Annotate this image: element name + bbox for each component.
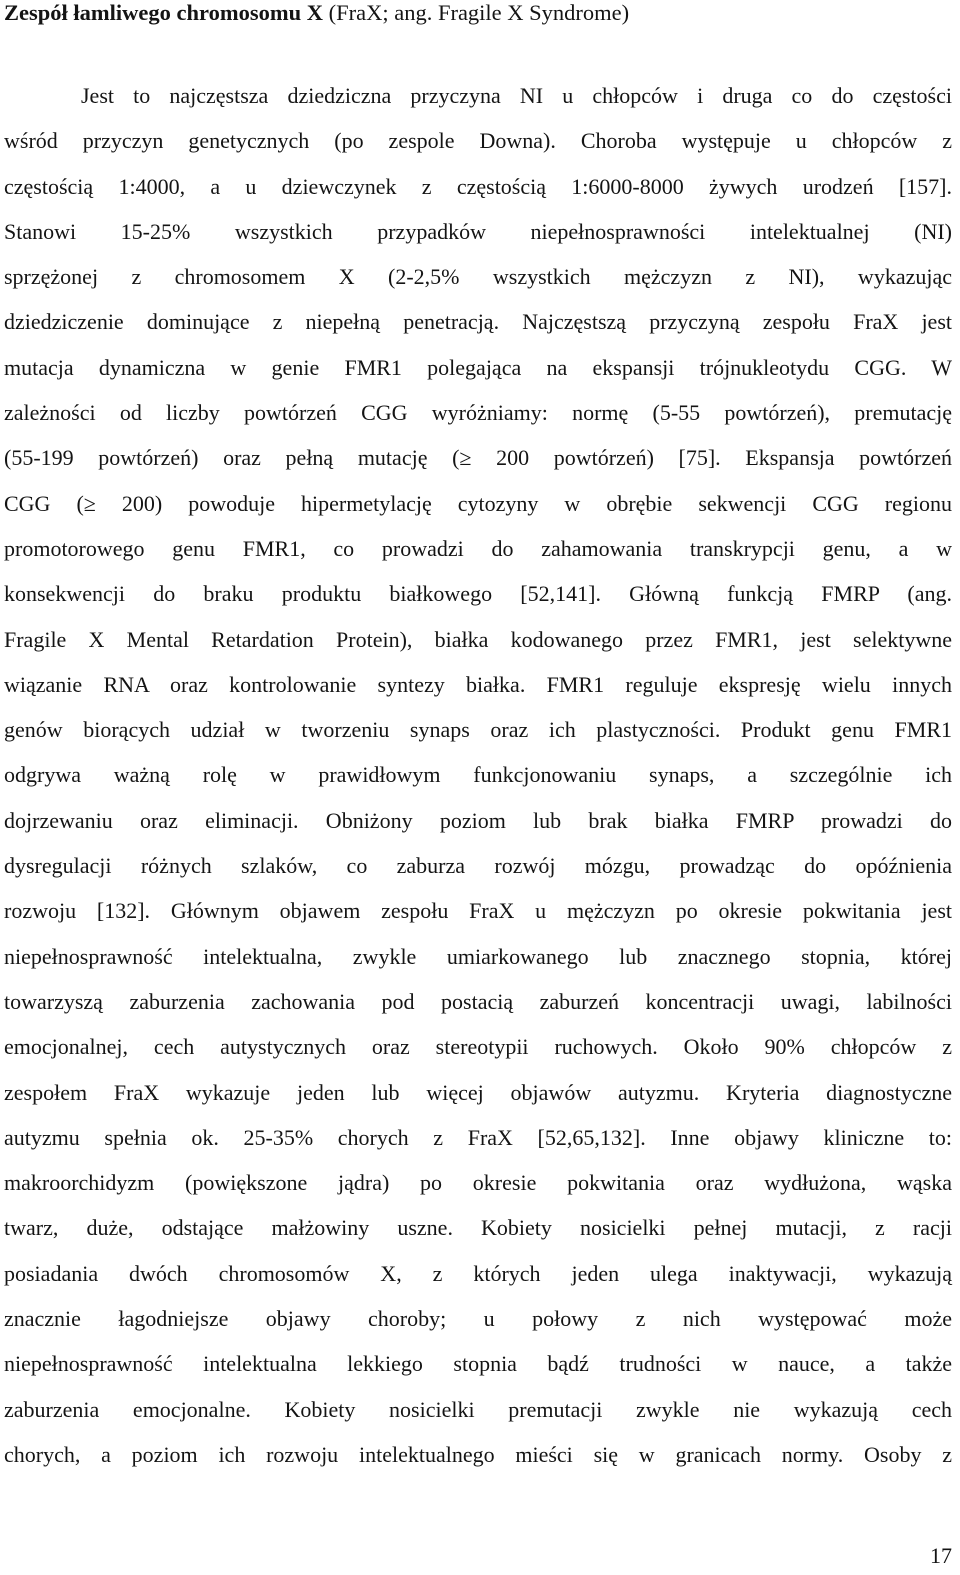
text-line: dysregulacji różnych szlaków, co zaburza rozwój mózgu, prowadząc do opóźnienia (4, 853, 952, 879)
text-line: Fragile X Mental Retardation Protein), białka kodowanego przez FMR1, jest selektywne (4, 626, 952, 652)
text-line: niepełnosprawność intelektualna lekkiego stopnia bądź trudności w nauce, a także (4, 1351, 952, 1377)
text-line: Jest to najczęstsza dziedziczna przyczyna NI u chłopców i druga co do częstości (81, 83, 952, 108)
text-line: chorych, a poziom ich rozwoju intelektualnego mieści się w granicach normy. Osoby z (4, 1441, 952, 1467)
text-line: towarzyszą zaburzenia zachowania pod postacią zaburzeń koncentracji uwagi, labilności (4, 988, 952, 1014)
text-line: genów biorących udział w tworzeniu synaps oraz ich plastyczności. Produkt genu FMR1 (4, 717, 952, 743)
text-line: odgrywa ważną rolę w prawidłowym funkcjonowaniu synaps, a szczególnie ich (4, 762, 952, 788)
text-line: posiadania dwóch chromosomów X, z których jeden ulega inaktywacji, wykazują (4, 1260, 952, 1286)
section-heading (4, 0, 629, 26)
text-line: twarz, duże, odstające małżowiny uszne. Kobiety nosicielki pełnej mutacji, z racji (4, 1215, 952, 1241)
text-line: konsekwencji do braku produktu białkowego [52,141]. Główną funkcją FMRP (ang. (4, 581, 952, 607)
text-line: sprzężonej z chromosomem X (2-2,5% wszystkich mężczyzn z NI), wykazując (4, 264, 952, 290)
heading-title: Zespół łamliwego chromosomu X (4, 0, 323, 25)
text-line: CGG (≥ 200) powoduje hipermetylację cytozyny w obrębie sekwencji CGG regionu (4, 490, 952, 516)
body-paragraph (4, 73, 952, 1477)
text-line: dziedziczenie dominujące z niepełną penetracją. Najczęstszą przyczyną zespołu FraX jest (4, 309, 952, 335)
text-line: zależności od liczby powtórzeń CGG wyróżniamy: normę (5-55 powtórzeń), premutację (4, 400, 952, 426)
text-line: wiązanie RNA oraz kontrolowanie syntezy białka. FMR1 reguluje ekspresję wielu innych (4, 671, 952, 697)
text-line: makroorchidyzm (powiększone jądra) po okresie pokwitania oraz wydłużona, wąska (4, 1170, 952, 1196)
text-line: autyzmu spełnia ok. 25-35% chorych z FraX [52,65,132]. Inne objawy kliniczne to: (4, 1124, 952, 1150)
heading-subtitle: (FraX; ang. Fragile X Syndrome) (322, 0, 630, 25)
text-line: zespołem FraX wykazuje jeden lub więcej objawów autyzmu. Kryteria diagnostyczne (4, 1079, 952, 1105)
text-line: dojrzewaniu oraz eliminacji. Obniżony poziom lub brak białka FMRP prowadzi do (4, 807, 952, 833)
page-number: 17 (930, 1543, 952, 1568)
text-line: emocjonalnej, cech autystycznych oraz stereotypii ruchowych. Około 90% chłopców z (4, 1034, 952, 1060)
text-line: Stanowi 15-25% wszystkich przypadków niepełnosprawności intelektualnej (NI) (4, 218, 952, 244)
text-line: (55-199 powtórzeń) oraz pełną mutację (≥ 200 powtórzeń) [75]. Ekspansja powtórzeń (4, 445, 952, 471)
text-line: zaburzenia emocjonalne. Kobiety nosicielki premutacji zwykle nie wykazują cech (4, 1396, 952, 1422)
text-line: częstością 1:4000, a u dziewczynek z częstością 1:6000-8000 żywych urodzeń [157]. (4, 173, 952, 199)
text-line: niepełnosprawność intelektualna, zwykle umiarkowanego lub znacznego stopnia, której (4, 943, 952, 969)
text-line: promotorowego genu FMR1, co prowadzi do zahamowania transkrypcji genu, a w (4, 535, 952, 561)
text-line: rozwoju [132]. Głównym objawem zespołu FraX u mężczyzn po okresie pokwitania jest (4, 898, 952, 924)
text-line: znacznie łagodniejsze objawy choroby; u połowy z nich występować może (4, 1306, 952, 1332)
text-line: mutacja dynamiczna w genie FMR1 polegająca na ekspansji trójnukleotydu CGG. W (4, 354, 952, 380)
text-line: wśród przyczyn genetycznych (po zespole Downa). Choroba występuje u chłopców z (4, 128, 952, 154)
